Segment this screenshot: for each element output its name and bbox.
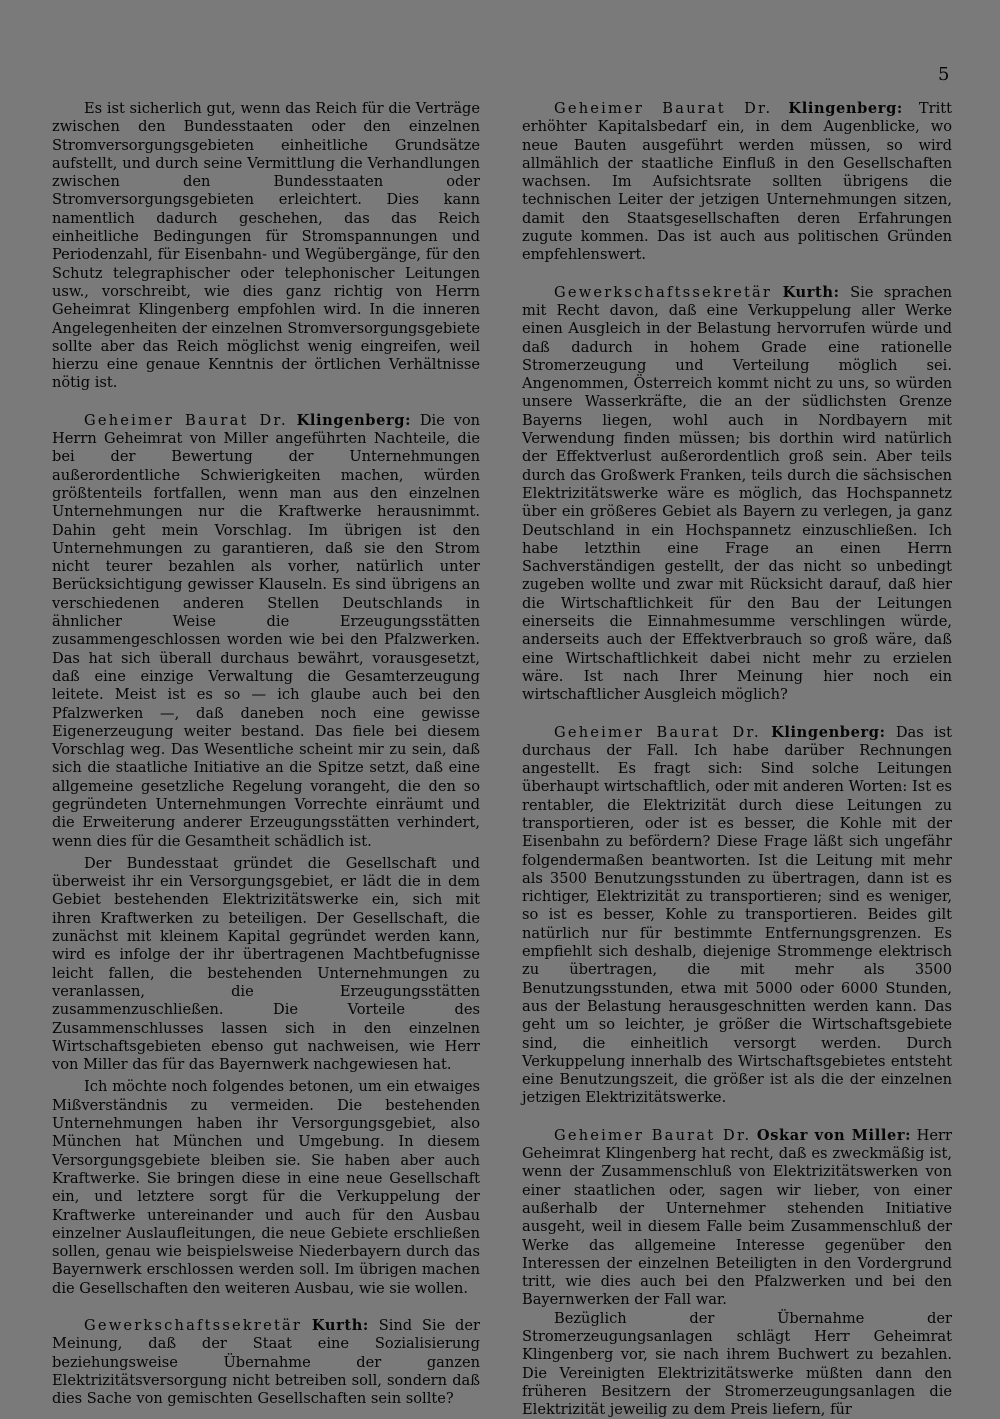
speaker-paragraph xyxy=(522,724,952,1108)
paragraph-text: Tritt erhöhter Kapitalsbedarf ein, in dem Augenblicke, wo neue Bauten ausgeführt werden müssen, so wird allmählich der staatliche Einfluß in den Gesellschaften wachsen. Im Aufsichtsrate sollten übrigens die technischen Leiter der jetzigen Unternehmungen sitzen, damit den Staatsgesellschaften deren Erfahrungen zugute kommen. Das ist auch aus politischen Gründen empfehlenswert. xyxy=(522,100,953,264)
paragraph-text: Herr Geheimrat Klingenberg hat recht, daß es zweckmäßig ist, wenn der Zusammenschluß von Elektrizitätswerken von einer staatlichen oder, sagen wir lieber, von einer außerhalb der Unternehmer stehenden Initiative ausgeht, weil in diesem Falle beim Zusammenschluß der Werke das allgemeine Interesse gegenüber den Interessen der einzelnen Beteiligten in den Vordergrund tritt, wie dies auch bei den Pfalzwerken und bei den Bayernwerken der Fall war. xyxy=(522,1126,952,1309)
speaker-paragraph xyxy=(522,100,952,265)
paragraph-text: Ich möchte noch folgendes betonen, um ein etwaiges Mißverständnis zu vermeiden. Die bestehenden Unternehmungen haben ihr Versorgungsgebiet, also München hat München und Umgebung. In diesem Versorgungsgebiete bleiben sie. Sie haben aber auch Kraftwerke. Sie bringen diese in eine neue Gesellschaft ein, und letztere sorgt für die Verkuppelung der Kraftwerke untereinander und auch für den Ausbau einzelner Auslaufleitungen, die neue Gebiete erschließen sollen, genau wie beispielsweise Niederbayern durch das Bayernwerk erschlossen werden soll. Im übrigen machen die Gesellschaften den weiteren Ausbau, wie sie wollen. xyxy=(52,1078,480,1297)
speaker-paragraph xyxy=(522,1127,952,1310)
paragraph xyxy=(522,1310,952,1419)
left-column xyxy=(52,100,480,1408)
paragraph xyxy=(52,100,480,393)
paragraph-text: Es ist sicherlich gut, wenn das Reich für die Verträge zwischen den Bundesstaaten oder den einzelnen Stromversorgungsgebieten einheitliche Grundsätze aufstellt, und durch seine Vermittlung die Verhandlungen zwischen den Bundesstaaten oder Stromversorgungsgebieten erleichtert. Dies kann namentlich dadurch geschehen, das das Reich einheitliche Bedingungen für Stromspannungen und Periodenzahl, für Eisenbahn- und Wegübergänge, für den Schutz telegraphischer oder telephonischer Leitungen usw., vorschreibt, wie dies ganz richtig von Herrn Geheimrat Klingenberg empfohlen wird. In die inneren Angelegenheiten der einzelnen Stromversorgungsgebiete sollte aber das Reich möglichst wenig eingreifen, weil hierzu eine genaue Kenntnis der örtlichen Verhältnisse nötig ist. xyxy=(52,100,480,392)
paragraph-text: Das ist durchaus der Fall. Ich habe darüber Rechnungen angestellt. Es fragt sich: Sind solche Leitungen überhaupt wirtschaftlich, oder mit anderen Worten: Ist es rentabler, die Elektrizität durch diese Leitungen zu transportieren, oder ist es besser, die Kohle mit der Eisenbahn zu befördern? Diese Frage läßt sich ungefähr folgendermaßen beantworten. Ist die Leitung mit mehr als 3500 Benutzungsstunden zu übertragen, dann ist es richtiger, Elektrizität zu transportieren; sind es weniger, so ist es besser, Kohle zu transportieren. Beides gilt natürlich nur für bestimmte Entfernungsgrenzen. Es empfiehlt sich deshalb, diejenige Strommenge elektrisch zu übertragen, die mit mehr als 3500 Benutzungsstunden, etwa mit 5000 oder 6000 Stunden, aus der Belastung herausgeschnitten werden kann. Das geht um so leichter, je größer die Wirtschaftsgebiete sind, die einheitlich versorgt werden. Durch Verkuppelung innerhalb des Wirtschaftsgebietes entsteht eine Benutzungszeit, die größer ist als die der einzelnen jetzigen Elektrizitätswerke. xyxy=(522,723,952,1107)
speaker-title: Geheimer Baurat Dr. xyxy=(554,723,761,741)
speaker-name: Klingenberg: xyxy=(296,411,412,429)
speaker-title: Geheimer Baurat Dr. xyxy=(84,411,288,429)
speaker-paragraph xyxy=(522,284,952,705)
right-column xyxy=(522,100,952,1419)
speaker-title: Geheimer Baurat Dr. xyxy=(554,1126,752,1144)
speaker-name: Kurth: xyxy=(782,283,840,301)
speaker-name: Kurth: xyxy=(311,1317,369,1334)
paragraph-text: Der Bundesstaat gründet die Gesellschaft und überweist ihr ein Versorgungsgebiet, er lädt die in dem Gebiet bestehenden Elektrizitätswerke ein, sich mit ihren Kraftwerken zu beteiligen. Der Gesellschaft, die zunächst mit kleinem Kapital gegründet werden kann, wird es infolge der ihr übertragenen Machtbefugnisse leicht fallen, die bestehenden Unternehmungen zu veranlassen, die Erzeugungsstätten zusammenzuschließen. Die Vorteile des Zusammenschlusses lassen sich in den einzelnen Wirtschaftsgebieten ebenso gut nachweisen, wie Herr von Miller das für das Bayernwerk nachgewiesen hat. xyxy=(52,854,480,1074)
speaker-name: Klingenberg: xyxy=(771,723,886,741)
speaker-title: Gewerkschaftssekretär xyxy=(554,283,773,301)
paragraph-text: Sie sprachen mit Recht davon, daß eine Verkuppelung aller Werke einen Ausgleich in der Belastung hervorrufen würde und daß dadurch in hohem Grade eine rationelle Stromerzeugung und Verteilung möglich sei. Angenommen, Österreich kommt nicht zu uns, so würden unsere Wasserkräfte, die an der südlichsten Grenze Bayerns liegen, wohl auch in Nordbayern mit Verwendung finden müssen; bis dorthin wird natürlich der Effektverlust außerordentlich groß sein. Aber teils durch das Großwerk Franken, teils durch die sächsischen Elektrizitätswerke wäre es möglich, das Hochspannetz über ein größeres Gebiet als Bayern zu verlegen, ja ganz Deutschland in ein Hochspannetz einzuschließen. Ich habe letzthin eine Frage an einen Herrn Sachverständigen gestellt, der das nicht so unbedingt zugeben wollte und zwar mit Rücksicht darauf, daß hier die Wirtschaftlichkeit für den Bau der Leitungen einerseits die Einnahmesumme verschlingen würde, anderseits auch der Effektverbrauch so groß wäre, daß eine Wirtschaftlichkeit dabei nicht mehr zu erzielen wäre. Ist nach Ihrer Meinung hier noch ein wirtschaftlicher Ausgleich möglich? xyxy=(522,283,953,704)
page-number: 5 xyxy=(938,64,950,85)
speaker-title: Geheimer Baurat Dr. xyxy=(554,100,773,117)
paragraph-text: Bezüglich der Übernahme der Stromerzeugungsanlagen schlägt Herr Geheimrat Klingenberg vor, sie nach ihrem Buchwert zu bezahlen. Die Vereinigten Elektrizitätswerke müßten dann den früheren Besitzern der Stromerzeugungsanlagen die Elektrizität jeweilig zu dem Preis liefern, für xyxy=(522,1309,952,1419)
paragraph xyxy=(52,855,480,1075)
paragraph xyxy=(52,1078,480,1298)
speaker-name: Klingenberg: xyxy=(788,100,903,117)
speaker-name: Oskar von Miller: xyxy=(756,1126,912,1144)
speaker-paragraph xyxy=(52,1317,480,1408)
paragraph-text: Sind Sie der Meinung, daß der Staat eine Sozialisierung beziehungsweise Übernahme der ganzen Elektrizitätsversorgung nicht betreiben soll, sondern daß dies Sache von gemischten Gesellschaften sein sollte? xyxy=(52,1317,481,1408)
speaker-paragraph xyxy=(52,412,480,851)
paragraph-text: Die von Herrn Geheimrat von Miller angeführten Nachteile, die bei der Bewertung der Unternehmungen außerordentliche Schwierigkeiten machen, würden größtenteils fortfallen, wenn man aus den einzelnen Unternehmungen nur die Kraftwerke herausnimmt. Dahin geht mein Vorschlag. Im übrigen ist den Unternehmungen zu garantieren, daß sie den Strom nicht teurer bezahlen als vorher, natürlich unter Berücksichtigung gewisser Klauseln. Es sind übrigens an verschiedenen anderen Stellen Deutschlands in ähnlicher Weise die Erzeugungsstätten zusammengeschlossen worden wie bei den Pfalzwerken. Das hat sich überall durchaus bewährt, vorausgesetzt, daß eine einzige Verwaltung die Gesamterzeugung leitete. Meist ist es so — ich glaube auch bei den Pfalzwerken —, daß daneben noch eine gewisse Eigenerzeugung weiter bestand. Das fiele bei diesem Vorschlag weg. Das Wesentliche scheint mir zu sein, daß sich die staatliche Initiative an die Spitze setzt, daß eine allgemeine gesetzliche Regelung vorangeht, die den so gegründeten Unternehmungen Vorrechte einräumt und die Erweiterung anderer Erzeugungsstätten verhindert, wenn dies für die Gesamtheit schädlich ist. xyxy=(52,411,481,850)
speaker-title: Gewerkschaftssekretär xyxy=(84,1317,303,1334)
